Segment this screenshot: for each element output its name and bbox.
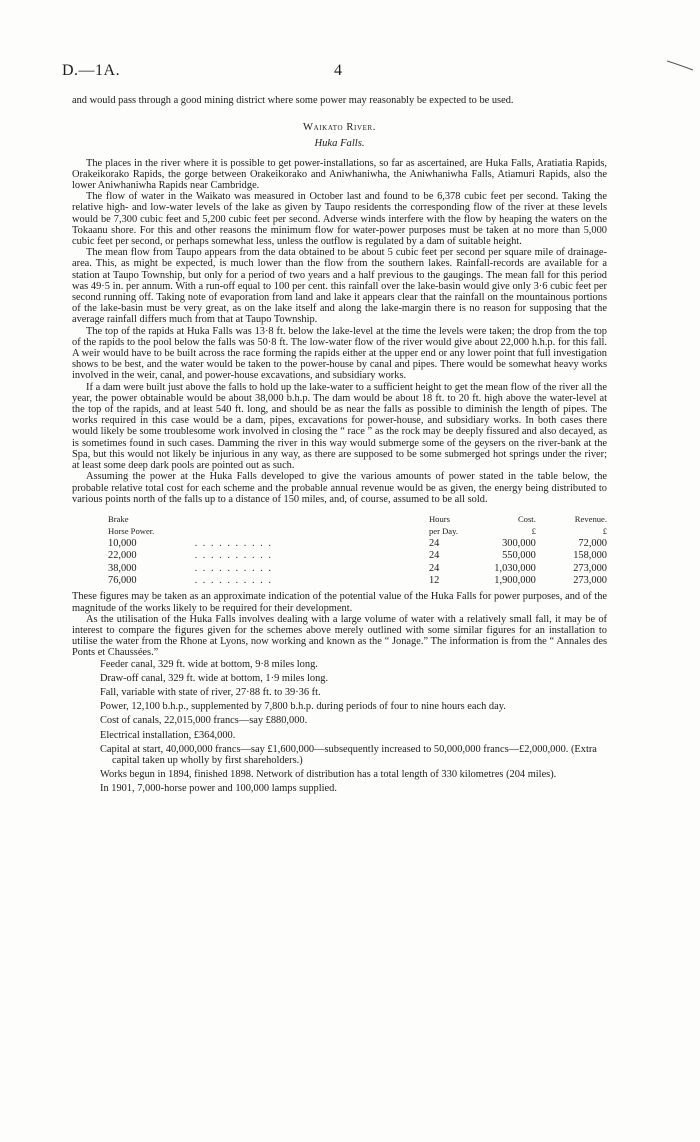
table-row	[96, 538, 607, 550]
power-cost-table	[96, 513, 607, 587]
cell-cost: 1,900,000	[494, 574, 536, 586]
table-row	[96, 575, 607, 587]
paragraph: Assuming the power at the Huka Falls developed to give the various amounts of power stated in the table below, the probable relative total cost for each scheme and the probable annual revenue would be as given, the energy being distributed to various points north of the falls up to a distance of 150 miles, and, of course, assumed to be all sold.	[72, 471, 607, 505]
paragraph: The flow of water in the Waikato was measured in October last and found to be 6,378 cubic feet per second. Taking the relative high- and low-water levels of the lake as given by Taupo residents the corresponding flow of the river at these levels would be 7,300 cubic feet and 5,200 cubic feet per second. Adverse winds interfere with the flow by heaping the waters on the Tokaanu shore. For this and other reasons the minimum flow for water-power purposes must be taken at no more than 5,000 cubic feet per second, or perhaps somewhat less, unless the outflow is regulated by a dam of suitable height.	[72, 191, 607, 248]
column-header-cost: Cost.	[517, 513, 536, 524]
after-table-paragraph: These figures may be taken as an approximate indication of the potential value of the Huka Falls for power purposes, and of the magnitude of the works likely to be required for their development.	[72, 591, 607, 614]
rhone-intro-paragraph: As the utilisation of the Huka Falls involves dealing with a large volume of water with a relatively small fall, it may be of interest to compare the figures given for the schemes above merely outlined with some similar figures for an installation to utilise the water from the Rhone at Lyons, now working and known as the “ Jonage.” The information is from the “ Annales des Ponts et Chaussées.”	[72, 613, 607, 659]
list-item: Fall, variable with state of river, 27·88 ft. to 39·36 ft.	[100, 686, 321, 698]
list-item: Power, 12,100 b.h.p., supplemented by 7,800 b.h.p. during periods of four to nine hours each day.	[100, 701, 506, 713]
list-item: In 1901, 7,000-horse power and 100,000 lamps supplied.	[100, 783, 337, 795]
cell-leader-dots: . . . . . . . . . .	[194, 562, 273, 574]
list-item: Draw-off canal, 329 ft. wide at bottom, 1·9 miles long.	[100, 672, 329, 684]
column-header-power-sub: Horse Power.	[108, 526, 155, 537]
page-number: 4	[334, 62, 342, 79]
cell-power: 10,000	[108, 537, 137, 549]
column-header-revenue-unit: £	[602, 526, 607, 537]
column-header-hours-sub: per Day.	[428, 526, 458, 537]
cell-revenue: 273,000	[573, 562, 607, 574]
cell-hours: 24	[428, 550, 440, 562]
list-item: Works begun in 1894, finished 1898. Network of distribution has a total length of 330 kilometres (204 miles).	[100, 769, 557, 781]
cell-leader-dots: . . . . . . . . . .	[194, 574, 273, 586]
pen-stroke-mark	[666, 58, 694, 72]
cell-power: 38,000	[108, 562, 137, 574]
column-header-revenue: Revenue.	[574, 513, 607, 524]
table-row	[96, 550, 607, 562]
cell-power: 22,000	[108, 550, 137, 562]
list-item: Feeder canal, 329 ft. wide at bottom, 9·8 miles long.	[100, 658, 318, 670]
list-item: Electrical installation, £364,000.	[100, 729, 236, 741]
cell-cost: 1,030,000	[494, 562, 536, 574]
list-item: Capital at start, 40,000,000 francs—say £1,600,000—subsequently increased to 50,000,000 francs—£2,000,000. (Extra capital taken up wholly by first shareholders.)	[100, 743, 597, 766]
document-body	[72, 95, 607, 798]
cell-cost: 550,000	[502, 550, 536, 562]
column-header-cost-unit: £	[531, 526, 536, 537]
section-title: Waikato River.	[302, 122, 377, 134]
cell-revenue: 72,000	[578, 537, 607, 549]
cell-cost: 300,000	[502, 537, 536, 549]
paragraph: The mean flow from Taupo appears from the data obtained to be about 5 cubic feet per second per square mile of drainage-area. This, as might be expected, is much lower than the flow from the southern lakes. Rainfall-records are available for a station at Taupo Township, but only for a period of two years and a half previous to the gaugings. The mean fall for this period was 49·5 in. per annum. With a run-off equal to 100 per cent. this rainfall over the lake-basin would give only 3·6 cubic feet per second running off. Taking note of evaporation from land and lake it appears clear that the rainfall on the mountainous portions of the lake-basin must be very great, as on the lake itself and along the lake-margin there is no reason for supposing that the average rainfall differs much from that at Taupo Township.	[72, 247, 607, 326]
rhone-details-list	[100, 659, 607, 795]
paragraph: The top of the rapids at Huka Falls was 13·8 ft. below the lake-level at the time the levels were taken; the drop from the top of the rapids to the pool below the falls was 50·8 ft. The low-water flow of the river would give about 22,000 h.h.p. for this fall. A weir would have to be built across the race forming the rapids either at the upper end or any lower point that full investigation shows to be best, and the water would be taken to the power-house by canal and pipes. There would be somewhat heavy works involved in the weir, canal, and power-house excavations, and subsidiary works.	[72, 325, 607, 382]
cell-hours: 24	[428, 562, 440, 574]
cell-hours: 12	[428, 574, 440, 586]
cell-hours: 24	[428, 537, 440, 549]
section-subtitle: Huka Falls.	[314, 138, 365, 150]
page-header	[62, 62, 622, 88]
column-header-power: Brake	[108, 513, 129, 524]
cell-leader-dots: . . . . . . . . . .	[194, 537, 273, 549]
cell-power: 76,000	[108, 574, 137, 586]
cell-revenue: 273,000	[573, 574, 607, 586]
table-row	[96, 563, 607, 575]
list-item: Cost of canals, 22,015,000 francs—say £880,000.	[100, 715, 308, 727]
paragraph: If a dam were built just above the falls to hold up the lake-water to a sufficient height to get the mean flow of the river all the year, the power obtainable would be about 38,000 b.h.p. The dam would be about 18 ft. to 20 ft. high above the water-level at the top of the rapids, and at least 540 ft. long, and should be as near the falls as possible to diminish the length of pipes. The works required in this case would be a dam, pipes, excavations for power-house, and subsidiary works. In both cases there would likely be some troublesome work involved in closing the “ race ” as the rock may be deeply fissured and also decayed, as is sometimes found in such cases. Damming the river in this way would submerge some of the geysers on the river-bank at the Spa, but this would not likely be injurious in any way, as there are supposed to be some submerged hot springs under the river; at least some deep dark pools are pointed out as such.	[72, 381, 607, 472]
column-header-hours: Hours	[428, 513, 450, 524]
paragraph: The places in the river where it is possible to get power-installations, so far as ascertained, are Huka Falls, Aratiatia Rapids, Orakeikorako Rapids, the gorge between Orakeikorako and Aniwhaniwha, the Aniwhaniwha Falls, Atiamuri Rapids, also the lower Aniwhaniwha Rapids near Cambridge.	[72, 157, 607, 192]
cell-revenue: 158,000	[573, 550, 607, 562]
table-header-row	[96, 513, 607, 538]
cell-leader-dots: . . . . . . . . . .	[194, 550, 273, 562]
intro-fragment: and would pass through a good mining district where some power may reasonably be expected to be used.	[72, 95, 514, 106]
document-reference: D.—1A.	[62, 62, 121, 79]
